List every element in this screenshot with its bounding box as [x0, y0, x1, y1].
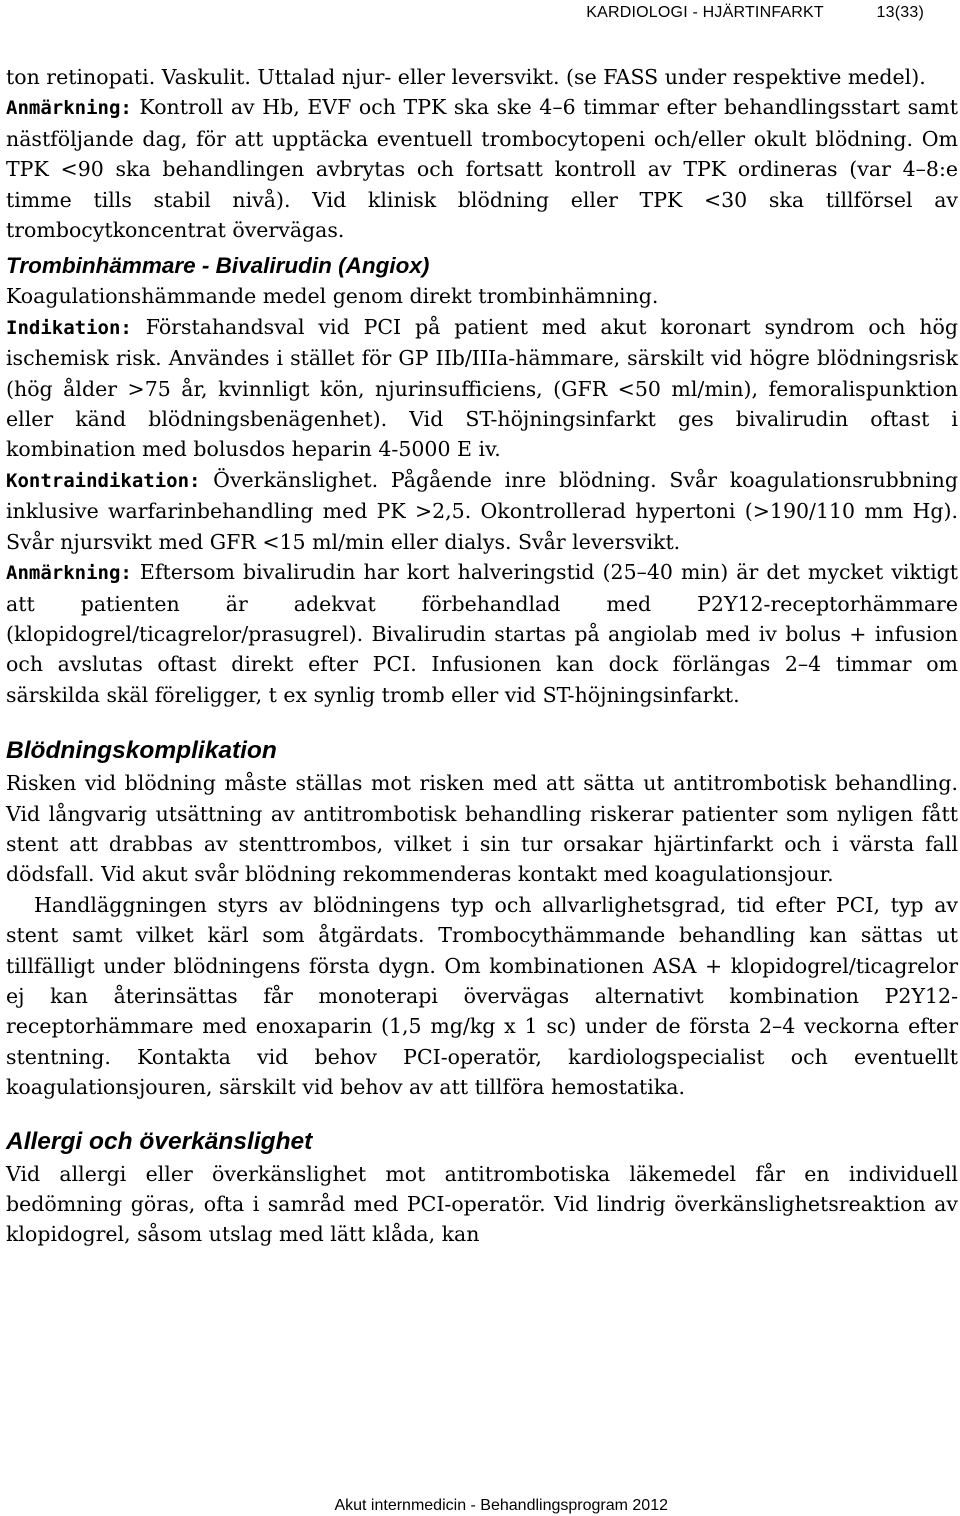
- section-heading-bivalirudin: Trombinhämmare - Bivalirudin (Angiox): [6, 253, 430, 279]
- paragraph-contraindication: [6, 465, 958, 557]
- contraindication-label: Kontraindikation:: [6, 469, 201, 492]
- remark-label: Anmärkning:: [6, 97, 132, 120]
- page-footer: Akut internmedicin - Behandlingsprogram 2012: [334, 1497, 668, 1514]
- indication-text: Förstahandsval vid PCI på patient med akut koronart syndrom och hög ischemisk risk. Användes i stället för GP IIb/IIIa-hämmare, särskilt vid högre blödningsrisk (hög ålder >75 år, kvinnligt kön, njurinsufficiens, (GFR <50 ml/min), femoralispunktion eller känd blödningsbenägenhet). Vid ST-höjningsinfarkt ges bivalirudin oftast i kombination med bolusdos heparin 4-5000 E iv.: [6, 314, 958, 462]
- indication-label: Indikation:: [6, 316, 132, 339]
- paragraph-contraindications-tail: ton retinopati. Vaskulit. Uttalad njur- eller leversvikt. (se FASS under respektive medel).: [6, 65, 926, 89]
- paragraph-allergy-1: Vid allergi eller överkänslighet mot antitrombotiska läkemedel får en individuell bedömning göras, ofta i samråd med PCI-operatör. Vid lindrig överkänslighetsreaktion av klopidogrel, såsom utslag med lätt klåda, kan: [6, 1161, 958, 1247]
- paragraph-remark-monitoring: [6, 92, 958, 245]
- section-heading-allergy: Allergi och överkänslighet: [6, 1127, 313, 1155]
- section-heading-bleeding: Blödningskomplikation: [6, 737, 277, 765]
- spacer: [6, 1103, 958, 1125]
- paragraph-indication: [6, 312, 958, 465]
- header-title: KARDIOLOGI - HJÄRTINFARKT: [586, 4, 824, 21]
- spacer: [6, 710, 958, 734]
- paragraph-bivalirudin-intro: Koagulationshämmande medel genom direkt trombinhämning.: [6, 284, 659, 309]
- remark-text-2: Eftersom bivalirudin har kort halveringstid (25–40 min) är det mycket viktigt att patienten är adekvat förbehandlad med P2Y12-receptorhämmare (klopidogrel/ticagrelor/prasugrel). Bivalirudin startas på angiolab med iv bolus + infusion och avslutas oftast direkt efter PCI. Infusionen kan dock förlängas 2–4 timmar om särskilda skäl föreligger, t ex synlig tromb eller vid ST-höjningsinfarkt.: [6, 560, 958, 707]
- running-header: [586, 4, 924, 22]
- paragraph-bleeding-2: Handläggningen styrs av blödningens typ och allvarlighetsgrad, tid efter PCI, typ av stent samt vilket kärl som åtgärdats. Trombocythämmande behandling kan sättas ut tillfälligt under blödningens första dygn. Om kombinationen ASA + klopidogrel/ticagrelor ej kan återinsättas får monoterapi övervägas alternativt kombination P2Y12-receptorhämmare med enoxaparin (1,5 mg/kg x 1 sc) under de första 2–4 veckorna efter stentning. Kontakta vid behov PCI-operatör, kardiologspecialist och eventuellt koagulationsjouren, särskilt vid behov av att tillföra hemostatika.: [6, 892, 958, 1100]
- page-number: 13(33): [876, 4, 924, 21]
- paragraph-remark-bivalirudin: [6, 557, 958, 710]
- paragraph-bleeding-1: Risken vid blödning måste ställas mot risken med att sätta ut antitrombotisk behandling. Vid långvarig utsättning av antitrombotisk behandling riskerar patienter som nyligen fått stent att drabbas av stenttrombos, vilket i sin tur orsakar hjärtinfarkt och i värsta fall dödsfall. Vid akut svår blödning rekommenderas kontakt med koagulationsjour.: [6, 771, 958, 887]
- document-body: [6, 62, 958, 1250]
- remark-label-2: Anmärkning:: [6, 562, 132, 585]
- contraindication-text: Överkänslighet. Pågående inre blödning. Svår koagulationsrubbning inklusive warfarinbehandling med PK >2,5. Okontrollerad hypertoni (>190/110 mm Hg). Svår njursvikt med GFR <15 ml/min eller dialys. Svår leversvikt.: [6, 467, 958, 554]
- remark-text: Kontroll av Hb, EVF och TPK ska ske 4–6 timmar efter behandlingsstart samt nästföljande dag, för att upptäcka eventuell trombocytopeni och/eller okult blödning. Om TPK <90 ska behandlingen avbrytas och fortsatt kontroll av TPK ordineras (var 4–8:e timme tills stabil nivå). Vid klinisk blödning eller TPK <30 ska tillförsel av trombocytkoncentrat övervägas.: [6, 95, 958, 243]
